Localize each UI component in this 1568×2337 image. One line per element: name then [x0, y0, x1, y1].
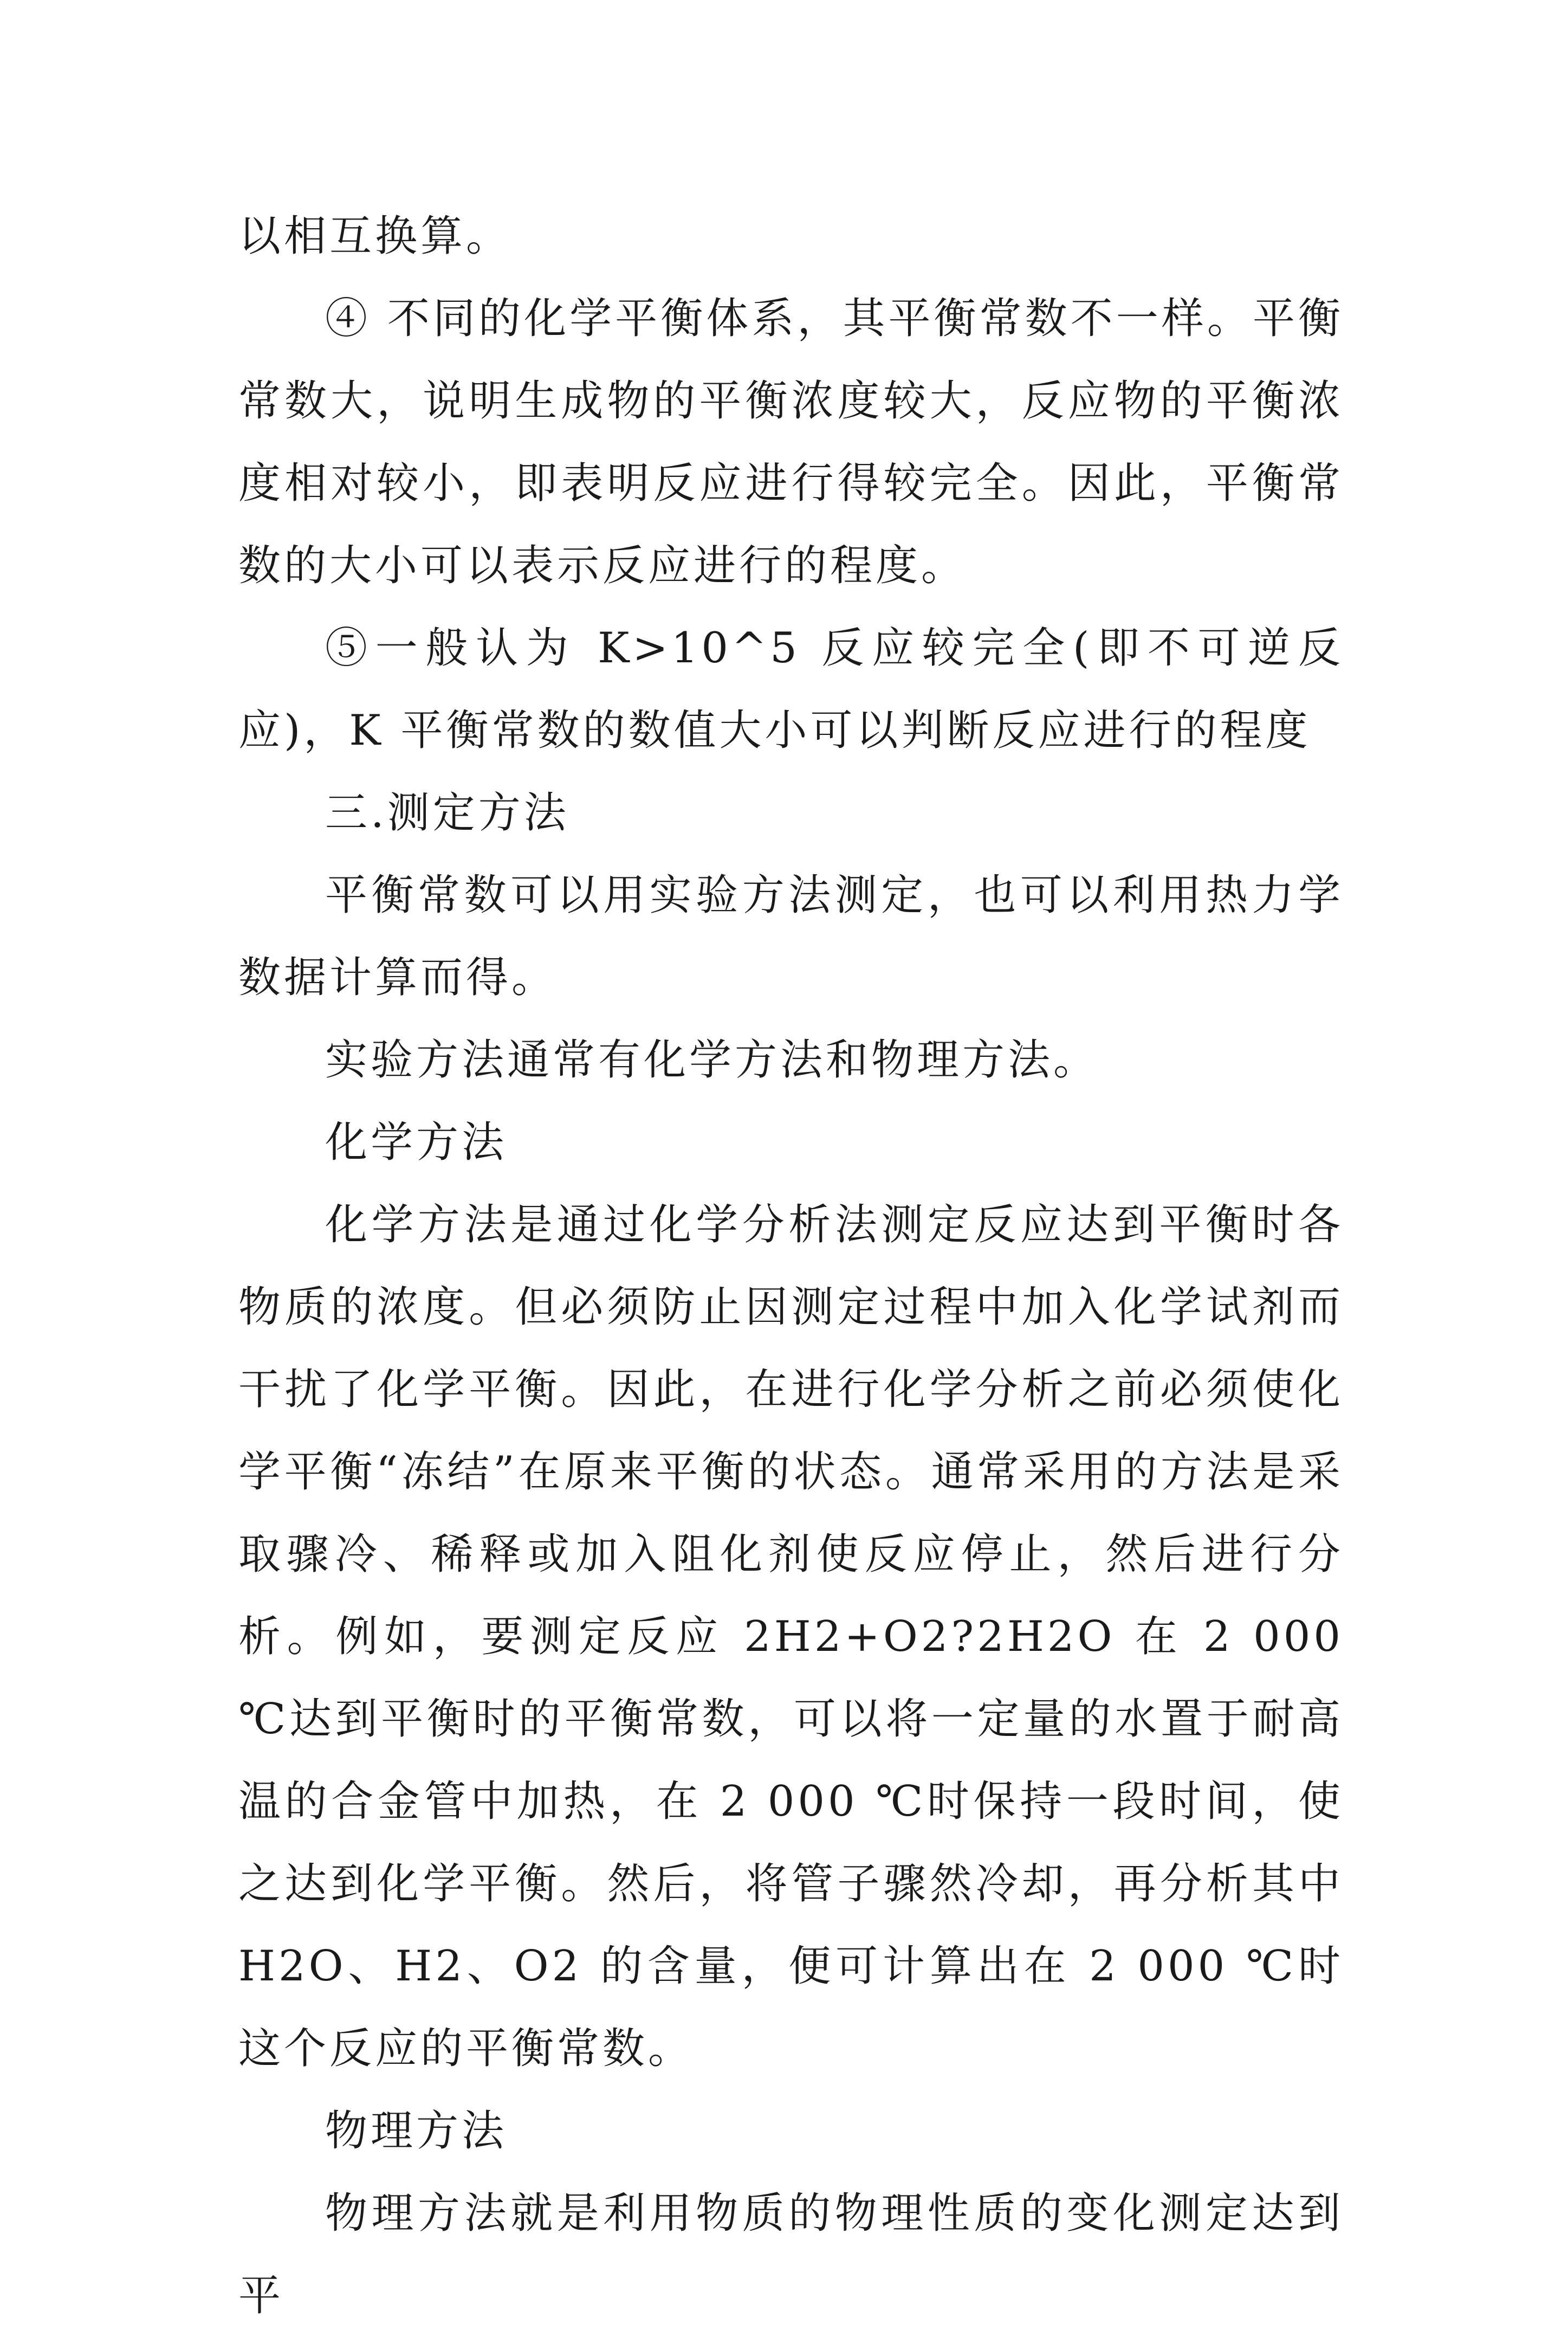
paragraph-point-4: ④ 不同的化学平衡体系，其平衡常数不一样。平衡常数大，说明生成物的平衡浓度较大，反应物的平衡浓度相对较小，即表明反应进行得较完全。因此，平衡常数的大小可以表示反应进行的程度。: [238, 294, 1344, 590]
paragraph-chemical-method: 化学方法是通过化学分析法测定反应达到平衡时各物质的浓度。但必须防止因测定过程中加入化学试剂而干扰了化学平衡。因此，在进行化学分析之前必须使化学平衡“冻结”在原来平衡的状态。通常采用的方法是采取骤冷、稀释或加入阻化剂使反应停止，然后进行分析。例如，要测定反应 2H2+O2?2H2O 在 2 000 ℃达到平衡时的平衡常数，可以将一定量的水置于耐高温的合金管中加热，在 2 000 ℃时保持一段时间，使之达到化学平衡。然后，将管子骤然冷却，再分析其中 H2O、H2、O2 的含量，便可计算出在 2 000 ℃时这个反应的平衡常数。: [238, 1200, 1344, 2073]
section-heading-measurement-methods: 三.测定方法: [325, 789, 569, 837]
paragraph-point-5: ⑤一般认为 K>10^5 反应较完全(即不可逆反应)，K 平衡常数的数值大小可以判断反应进行的程度: [238, 624, 1344, 755]
paragraph-continuation: 以相互换算。: [238, 212, 512, 261]
paragraph-measurement-intro: 平衡常数可以用实验方法测定，也可以利用热力学数据计算而得。: [238, 871, 1344, 1002]
subheading-physical-method: 物理方法: [325, 2107, 508, 2155]
paragraph-physical-method: 物理方法就是利用物质的物理性质的变化测定达到平: [238, 2189, 1344, 2320]
subheading-chemical-method: 化学方法: [325, 1118, 508, 1167]
document-body: [238, 195, 1344, 2337]
paragraph-experimental-methods: 实验方法通常有化学方法和物理方法。: [325, 1036, 1099, 1084]
